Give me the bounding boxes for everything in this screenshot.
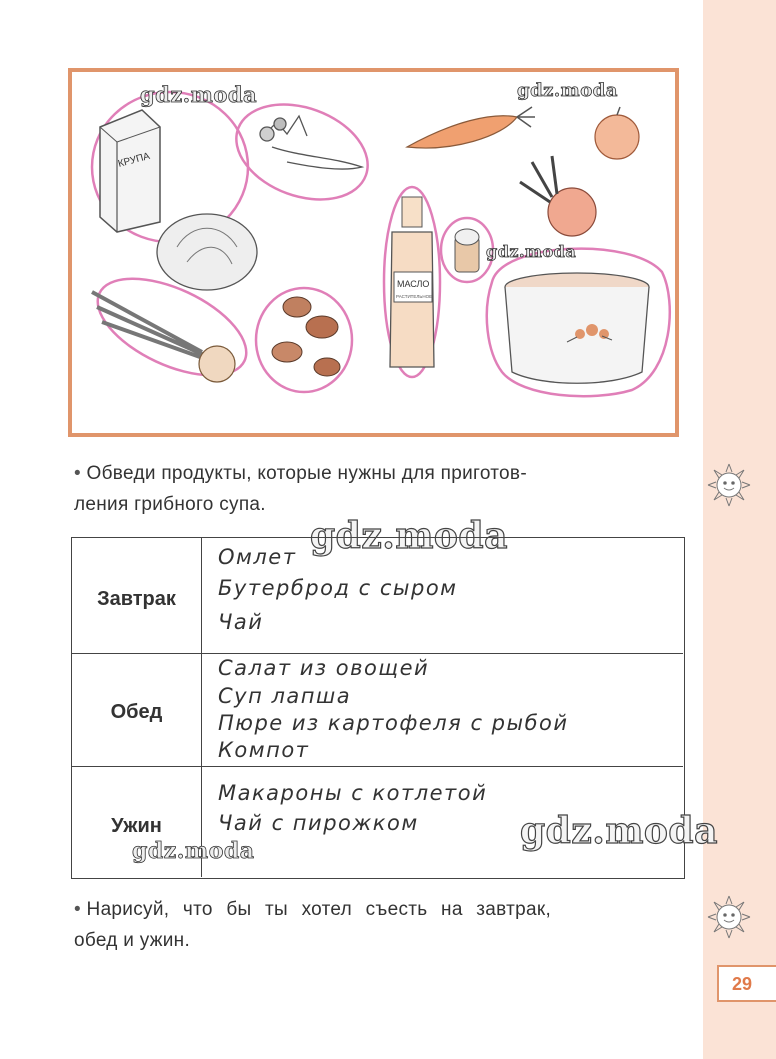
task-2-line-2: обед и ужин. [74,930,191,951]
menu-item: Суп лапша [218,684,352,708]
page-number-box [717,965,776,1002]
watermark: gdz.moda [486,242,577,261]
menu-item: Омлет [218,545,297,569]
salt-shaker-icon [455,229,479,272]
bullet: • [74,463,81,484]
task-1-line-2: ления грибного супа. [74,494,266,515]
svg-text:РАСТИТЕЛЬНОЕ: РАСТИТЕЛЬНОЕ [396,294,433,299]
meal-label: Обед [110,701,163,723]
menu-item: Бутерброд с сыром [218,576,458,600]
parsley-icon [260,116,362,169]
task-2-line-1: Нарисуй, что бы ты хотел съесть на завтрак, [86,899,552,920]
mushrooms-icon [272,297,340,376]
menu-item: Чай с пирожком [218,811,419,835]
cabbage-icon [157,214,257,290]
meal-label: Завтрак [97,588,176,610]
watermark: gdz.moda [140,82,258,107]
task-instruction-2 [74,894,684,956]
beet-icon [520,156,596,236]
svg-text:МАСЛО: МАСЛО [397,279,430,289]
menu-item: Компот [218,738,310,762]
watermark: gdz.moda [517,80,618,101]
page-number: 29 [731,974,753,994]
column-divider [201,538,202,653]
green-onion-icon [92,292,235,382]
task-1-line-1: Обведи продукты, которые нужны для приготов- [86,463,527,484]
watermark: gdz.moda [520,810,718,852]
apple-icon [595,107,639,159]
oil-bottle-icon [390,197,434,367]
meal-label: Ужин [111,815,162,837]
bullet: • [74,899,81,920]
watermark: gdz.moda [310,515,508,557]
menu-item: Салат из овощей [218,656,430,680]
cereal-box-icon [100,110,160,232]
carrot-icon [407,107,535,148]
table-row [72,654,683,767]
table-row [72,538,683,654]
watermark: gdz.moda [132,838,255,864]
sun-icon [704,460,754,510]
menu-item: Макароны с котлетой [218,781,488,805]
sun-icon [704,892,754,942]
column-divider [201,654,202,766]
svg-text:КРУПА: КРУПА [116,150,152,170]
pot-icon [505,273,649,383]
menu-item: Пюре из картофеля с рыбой [218,711,569,735]
food-illustration [68,68,679,437]
illustration-canvas [72,72,675,433]
task-instruction-1 [74,458,527,520]
menu-item: Чай [218,610,264,634]
